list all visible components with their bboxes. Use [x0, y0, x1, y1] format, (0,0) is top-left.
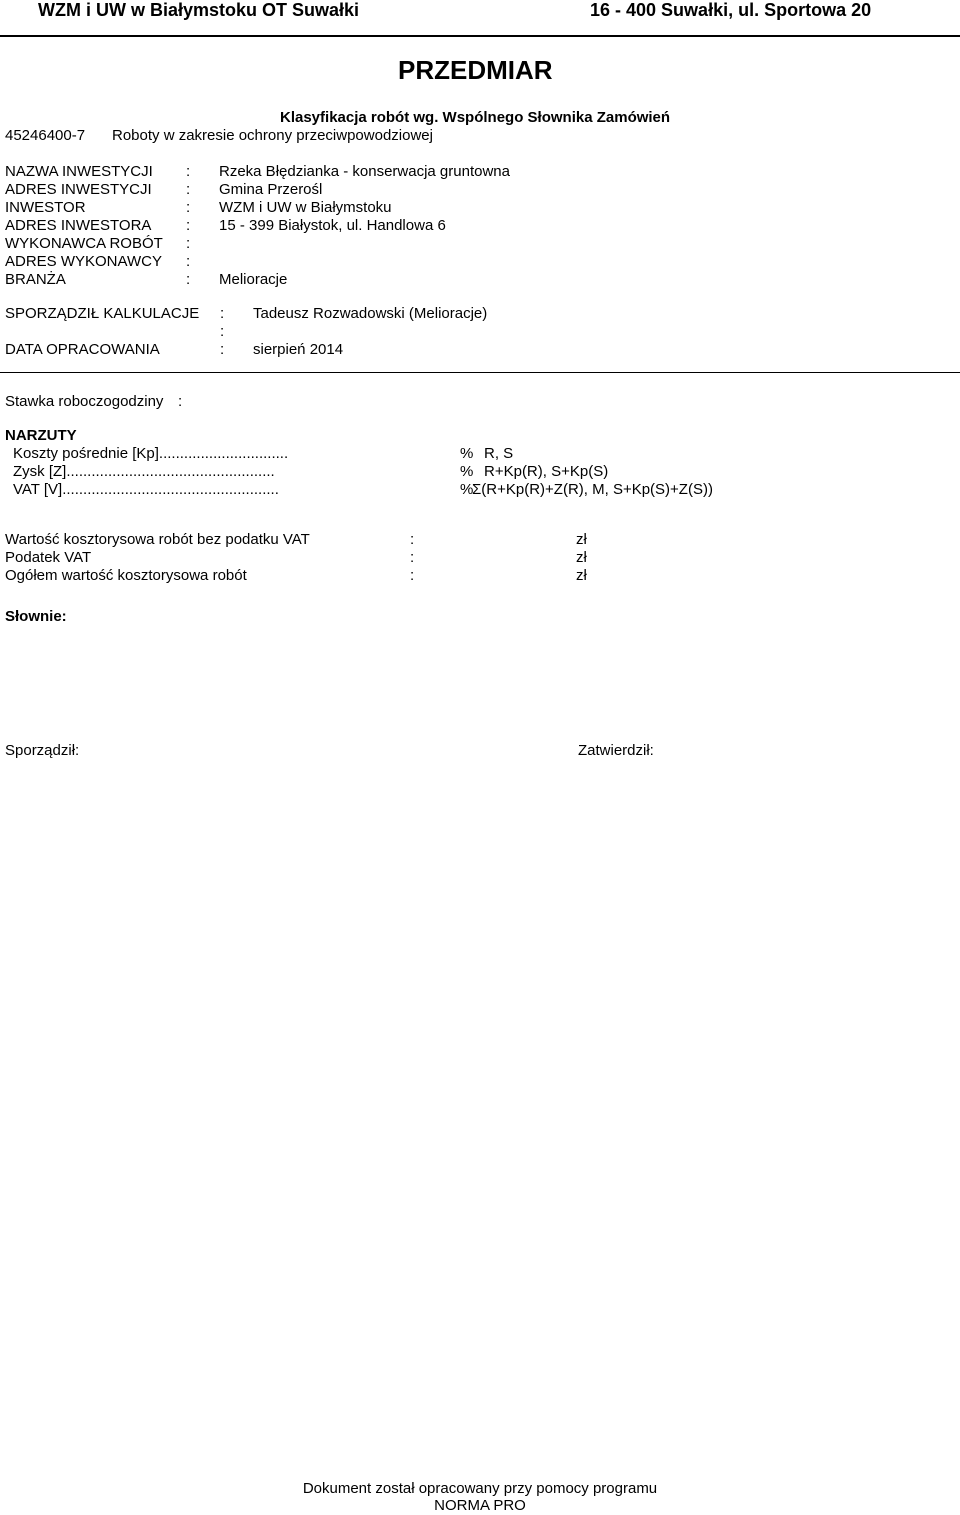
investment-value: WZM i UW w Białymstoku	[219, 199, 392, 216]
markup-dots: ..................................................	[66, 463, 275, 480]
header-address: 16 - 400 Suwałki, ul. Sportowa 20	[590, 0, 872, 20]
investment-label: ADRES INWESTYCJI	[5, 181, 152, 198]
cost-unit: zł	[576, 531, 587, 548]
date-value: sierpień 2014	[253, 341, 344, 358]
investment-sep: :	[186, 235, 191, 252]
cost-unit: zł	[576, 567, 587, 584]
classification-description: Roboty w zakresie ochrony przeciwpowodziowej	[112, 127, 433, 144]
document-title: PRZEDMIAR	[398, 55, 553, 85]
investment-label: ADRES WYKONAWCY	[5, 253, 162, 270]
cost-label: Wartość kosztorysowa robót bez podatku VAT	[5, 531, 310, 548]
investment-value: 15 - 399 Białystok, ul. Handlowa 6	[219, 217, 446, 234]
cost-sep: :	[410, 549, 415, 566]
markup-row-z	[13, 463, 275, 481]
investment-sep: :	[186, 181, 191, 198]
investment-value: Gmina Przerośl	[219, 181, 323, 198]
markup-label: Koszty pośrednie [Kp]	[13, 445, 159, 462]
investment-value: Melioracje	[219, 271, 288, 288]
prepared-sep: :	[220, 305, 225, 322]
investment-label: ADRES INWESTORA	[5, 217, 152, 234]
markup-dots: ....................................................	[62, 481, 279, 498]
investment-sep: :	[186, 163, 191, 180]
markup-basis: R, S	[484, 445, 514, 462]
signature-approved: Zatwierdził:	[578, 742, 654, 759]
rate-label: Stawka roboczogodziny	[5, 393, 164, 410]
markup-dots: ...............................	[158, 445, 289, 462]
signature-prepared: Sporządził:	[5, 742, 80, 759]
date-label: DATA OPRACOWANIA	[5, 341, 160, 358]
prepared-extra-sep: :	[220, 323, 225, 340]
investment-label: INWESTOR	[5, 199, 86, 216]
cost-label: Ogółem wartość kosztorysowa robót	[5, 567, 247, 584]
investment-label: WYKONAWCA ROBÓT	[5, 235, 163, 252]
footer-line1: Dokument został opracowany przy pomocy programu	[302, 1480, 658, 1497]
markup-unit: %	[460, 463, 474, 480]
cost-unit: zł	[576, 549, 587, 566]
investment-sep: :	[186, 217, 191, 234]
slownie-label: Słownie:	[5, 608, 67, 625]
markup-unit: %	[460, 445, 474, 462]
footer-line2: NORMA PRO	[434, 1497, 526, 1514]
investment-sep: :	[186, 271, 191, 288]
rate-sep: :	[178, 393, 183, 410]
markup-label: Zysk [Z]	[13, 463, 67, 480]
cost-sep: :	[410, 567, 415, 584]
classification-code: 45246400-7	[5, 127, 86, 144]
investment-sep: :	[186, 253, 191, 270]
markup-basis: R+Kp(R), S+Kp(S)	[484, 463, 609, 480]
prepared-value: Tadeusz Rozwadowski (Melioracje)	[253, 305, 488, 322]
markup-label: VAT [V]	[13, 481, 63, 498]
classification-heading: Klasyfikacja robót wg. Wspólnego Słownika Zamówień	[280, 109, 671, 126]
markup-basis: Σ(R+Kp(R)+Z(R), M, S+Kp(S)+Z(S))	[472, 481, 713, 498]
markups-heading: NARZUTY	[5, 427, 77, 444]
markup-row-kp	[13, 445, 288, 463]
cost-label: Podatek VAT	[5, 549, 92, 566]
investment-sep: :	[186, 199, 191, 216]
markup-row-v	[13, 481, 279, 499]
prepared-label: SPORZĄDZIŁ KALKULACJE	[5, 305, 200, 322]
investment-label: BRANŻA	[5, 271, 66, 288]
markup-unit: %	[460, 481, 474, 498]
date-sep: :	[220, 341, 225, 358]
section-rule	[0, 372, 960, 373]
cost-sep: :	[410, 531, 415, 548]
header-rule	[0, 35, 960, 37]
header-org: WZM i UW w Białymstoku OT Suwałki	[38, 0, 360, 20]
investment-label: NAZWA INWESTYCJI	[5, 163, 153, 180]
investment-value: Rzeka Błędzianka - konserwacja gruntowna	[219, 163, 510, 180]
